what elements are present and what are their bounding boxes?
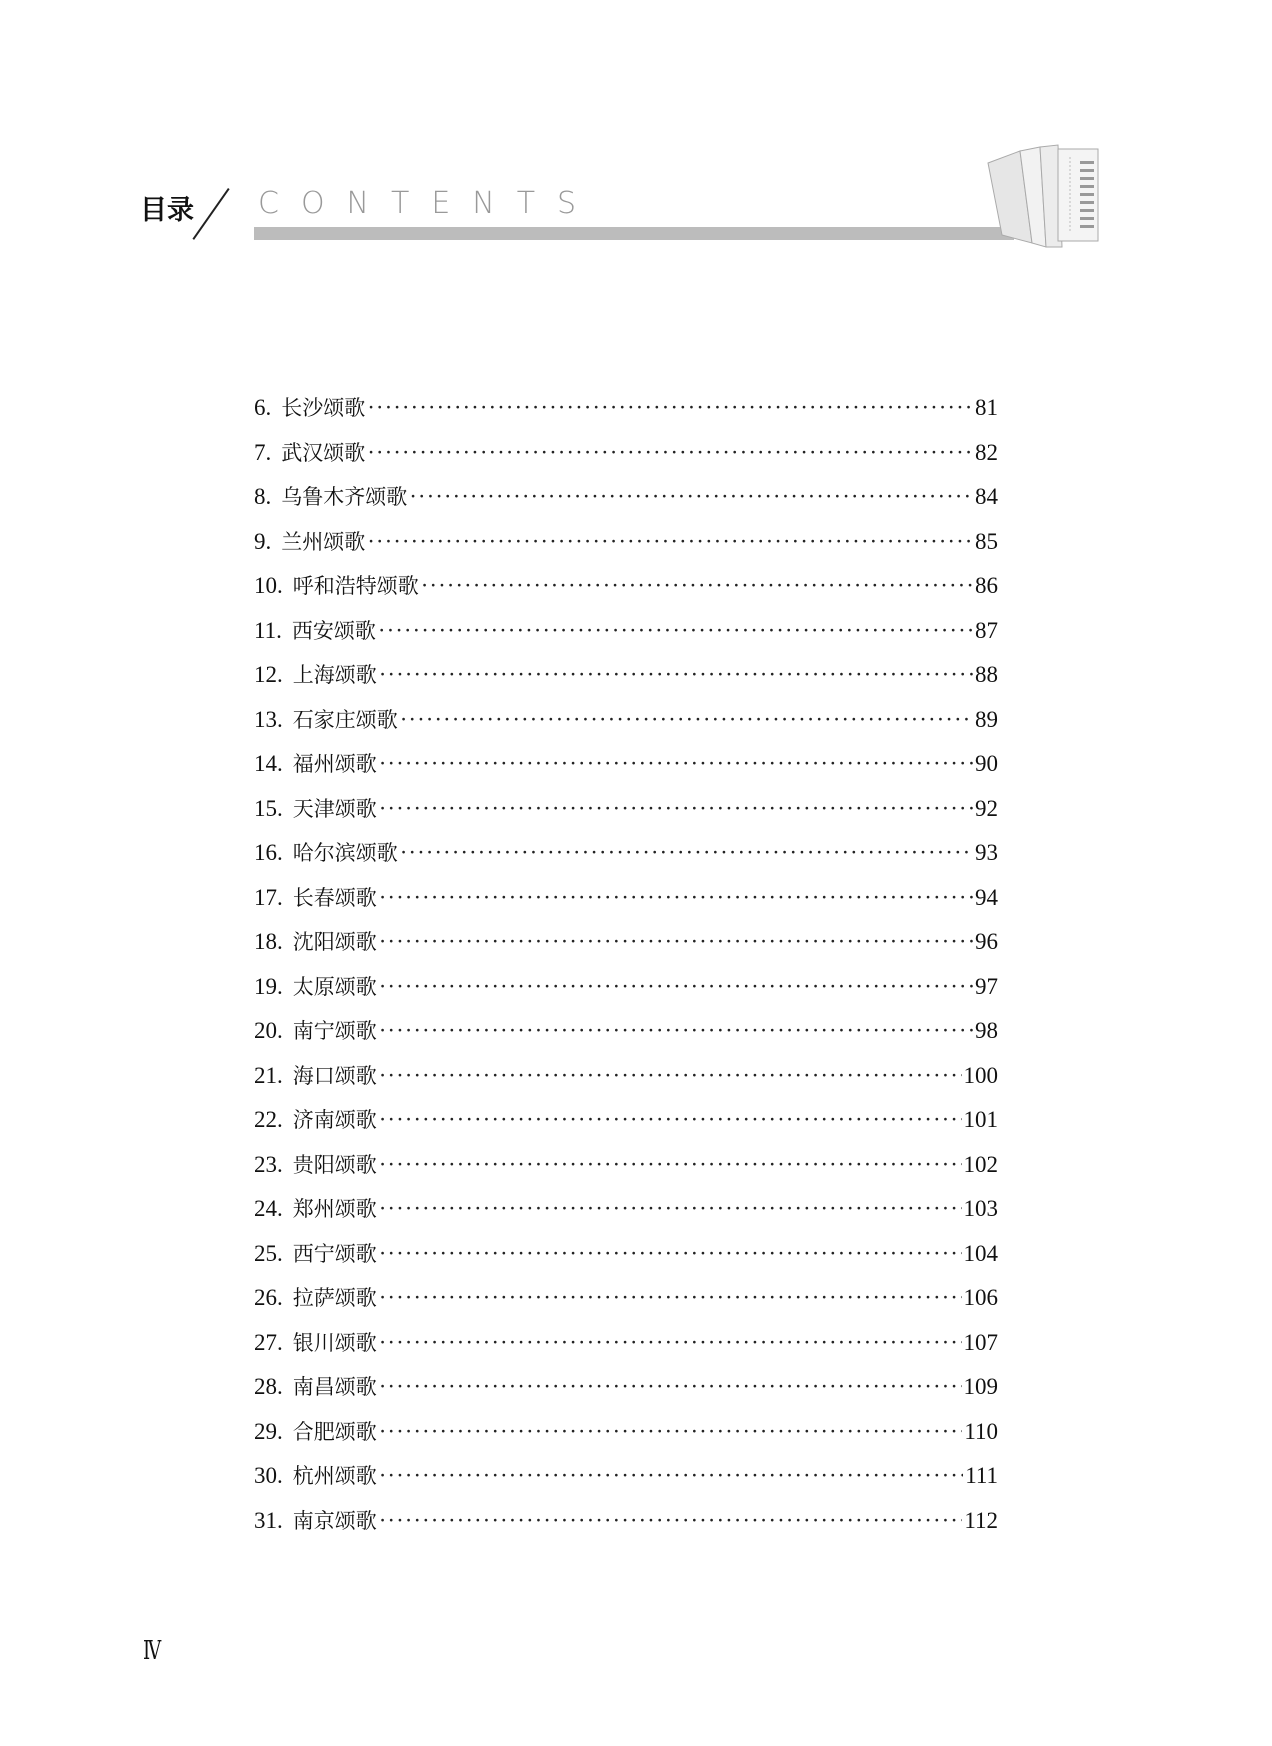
dot-leader: [379, 1196, 962, 1222]
dot-leader: [367, 440, 973, 466]
entry-title: 乌鲁木齐颂歌: [281, 485, 408, 509]
toc-entry[interactable]: [254, 1238, 998, 1283]
entry-page: 107: [963, 1329, 998, 1355]
entry-page: 90: [975, 751, 998, 776]
header-slash-divider: [192, 188, 229, 240]
entry-number: 19.: [254, 973, 283, 999]
toc-entry[interactable]: [254, 882, 998, 927]
toc-entry[interactable]: [254, 1371, 998, 1416]
entry-page: 98: [975, 1018, 998, 1043]
toc-entry[interactable]: [254, 1460, 998, 1505]
entry-number: 21.: [254, 1062, 283, 1088]
entry-number: 13.: [254, 706, 283, 732]
entry-page: 82: [975, 439, 998, 465]
entry-page: 88: [975, 662, 998, 687]
entry-number: 26.: [254, 1285, 283, 1310]
dot-leader: [379, 974, 973, 1000]
toc-entry[interactable]: [254, 1015, 998, 1060]
entry-page: 96: [975, 929, 998, 954]
entry-title: 西宁颂歌: [292, 1241, 377, 1266]
dot-leader: [367, 395, 973, 421]
entry-page: 87: [975, 617, 998, 643]
entry-title: 长沙颂歌: [281, 396, 366, 420]
entry-number: 11.: [254, 617, 282, 643]
entry-title: 郑州颂歌: [292, 1197, 377, 1221]
dot-leader: [379, 1419, 963, 1445]
entry-page: 100: [963, 1062, 998, 1088]
entry-title: 济南颂歌: [292, 1108, 377, 1132]
entry-title: 南京颂歌: [292, 1508, 377, 1533]
entry-title: 兰州颂歌: [281, 529, 366, 554]
dot-leader: [379, 1285, 962, 1311]
entry-page: 94: [975, 884, 998, 910]
entry-title: 太原颂歌: [292, 974, 377, 999]
entry-number: 20.: [254, 1018, 283, 1043]
dot-leader: [379, 1330, 962, 1356]
dot-leader: [379, 1463, 963, 1489]
entry-number: 31.: [254, 1507, 283, 1533]
toc-entry[interactable]: [254, 1416, 998, 1461]
entry-number: 24.: [254, 1196, 283, 1221]
toc-entry[interactable]: [254, 615, 998, 660]
dot-leader: [379, 662, 973, 688]
dot-leader: [379, 1018, 973, 1044]
entry-page: 86: [975, 573, 998, 598]
entry-page: 81: [975, 395, 998, 420]
dot-leader: [421, 573, 973, 599]
entry-page: 103: [963, 1196, 998, 1221]
entry-title: 福州颂歌: [292, 752, 377, 776]
toc-entry[interactable]: [254, 1060, 998, 1105]
toc-entry[interactable]: [254, 437, 998, 482]
entry-number: 9.: [254, 528, 272, 554]
entry-number: 12.: [254, 662, 283, 687]
entry-number: 17.: [254, 884, 283, 910]
entry-number: 16.: [254, 840, 283, 865]
entry-number: 6.: [254, 395, 272, 420]
toc-entry[interactable]: [254, 793, 998, 838]
toc-entry[interactable]: [254, 704, 998, 749]
entry-page: 106: [963, 1285, 998, 1310]
entry-page: 101: [963, 1107, 998, 1132]
header-title-en: CONTENTS: [258, 186, 599, 221]
toc-entry[interactable]: [254, 837, 998, 882]
table-of-contents: [254, 392, 998, 1549]
dot-leader: [379, 1152, 962, 1178]
entry-title: 上海颂歌: [292, 663, 377, 687]
dot-leader: [379, 1107, 962, 1133]
toc-entry[interactable]: [254, 1282, 998, 1327]
entry-number: 18.: [254, 929, 283, 954]
entry-title: 合肥颂歌: [292, 1419, 377, 1444]
dot-leader: [379, 929, 973, 955]
dot-leader: [379, 751, 973, 777]
toc-entry[interactable]: [254, 392, 998, 437]
dot-leader: [409, 484, 973, 510]
entry-number: 22.: [254, 1107, 283, 1132]
entry-title: 石家庄颂歌: [292, 707, 398, 732]
dot-leader: [379, 1063, 962, 1089]
entry-page: 97: [975, 973, 998, 999]
entry-number: 15.: [254, 795, 283, 821]
accordion-icon: [980, 143, 1120, 248]
entry-title: 沈阳颂歌: [292, 930, 377, 954]
entry-title: 长春颂歌: [292, 885, 377, 910]
toc-entry[interactable]: [254, 1505, 998, 1550]
entry-title: 西安颂歌: [291, 618, 376, 643]
toc-entry[interactable]: [254, 926, 998, 971]
dot-leader: [379, 796, 973, 822]
toc-entry[interactable]: [254, 1104, 998, 1149]
entry-title: 南昌颂歌: [292, 1375, 377, 1399]
entry-number: 25.: [254, 1240, 283, 1266]
entry-number: 8.: [254, 484, 272, 509]
dot-leader: [379, 1241, 962, 1267]
entry-number: 7.: [254, 439, 272, 465]
entry-title: 哈尔滨颂歌: [292, 841, 398, 865]
entry-page: 84: [975, 484, 998, 509]
entry-title: 呼和浩特颂歌: [292, 574, 419, 598]
toc-entry[interactable]: [254, 971, 998, 1016]
toc-entry[interactable]: [254, 1193, 998, 1238]
page-number: Ⅳ: [143, 1636, 162, 1665]
entry-title: 银川颂歌: [292, 1330, 377, 1355]
toc-entry[interactable]: [254, 748, 998, 793]
dot-leader: [379, 1374, 962, 1400]
toc-entry[interactable]: [254, 570, 998, 615]
entry-title: 天津颂歌: [292, 796, 377, 821]
entry-title: 贵阳颂歌: [292, 1152, 377, 1177]
dot-leader: [400, 707, 973, 733]
header-title-cn: 目录: [140, 195, 194, 226]
dot-leader: [378, 618, 973, 644]
dot-leader: [400, 840, 973, 866]
dot-leader: [367, 529, 973, 555]
entry-page: 85: [975, 528, 998, 554]
dot-leader: [379, 885, 973, 911]
entry-page: 102: [963, 1151, 998, 1177]
entry-page: 92: [975, 795, 998, 821]
entry-title: 杭州颂歌: [292, 1464, 377, 1488]
header-bar: [254, 227, 1014, 240]
dot-leader: [379, 1508, 963, 1534]
entry-number: 29.: [254, 1418, 283, 1444]
entry-number: 14.: [254, 751, 283, 776]
entry-page: 93: [975, 840, 998, 865]
entry-page: 110: [964, 1418, 998, 1444]
entry-title: 海口颂歌: [292, 1063, 377, 1088]
entry-number: 10.: [254, 573, 283, 598]
entry-number: 30.: [254, 1463, 283, 1488]
entry-title: 南宁颂歌: [292, 1019, 377, 1043]
toc-entry[interactable]: [254, 1327, 998, 1372]
toc-entry[interactable]: [254, 481, 998, 526]
entry-number: 27.: [254, 1329, 283, 1355]
entry-title: 武汉颂歌: [281, 440, 366, 465]
entry-title: 拉萨颂歌: [292, 1286, 377, 1310]
toc-entry[interactable]: [254, 1149, 998, 1194]
toc-entry[interactable]: [254, 659, 998, 704]
entry-page: 109: [963, 1374, 998, 1399]
entry-page: 112: [964, 1507, 998, 1533]
entry-page: 111: [965, 1463, 998, 1488]
entry-page: 104: [963, 1240, 998, 1266]
entry-number: 28.: [254, 1374, 283, 1399]
entry-number: 23.: [254, 1151, 283, 1177]
toc-entry[interactable]: [254, 526, 998, 571]
entry-page: 89: [975, 706, 998, 732]
